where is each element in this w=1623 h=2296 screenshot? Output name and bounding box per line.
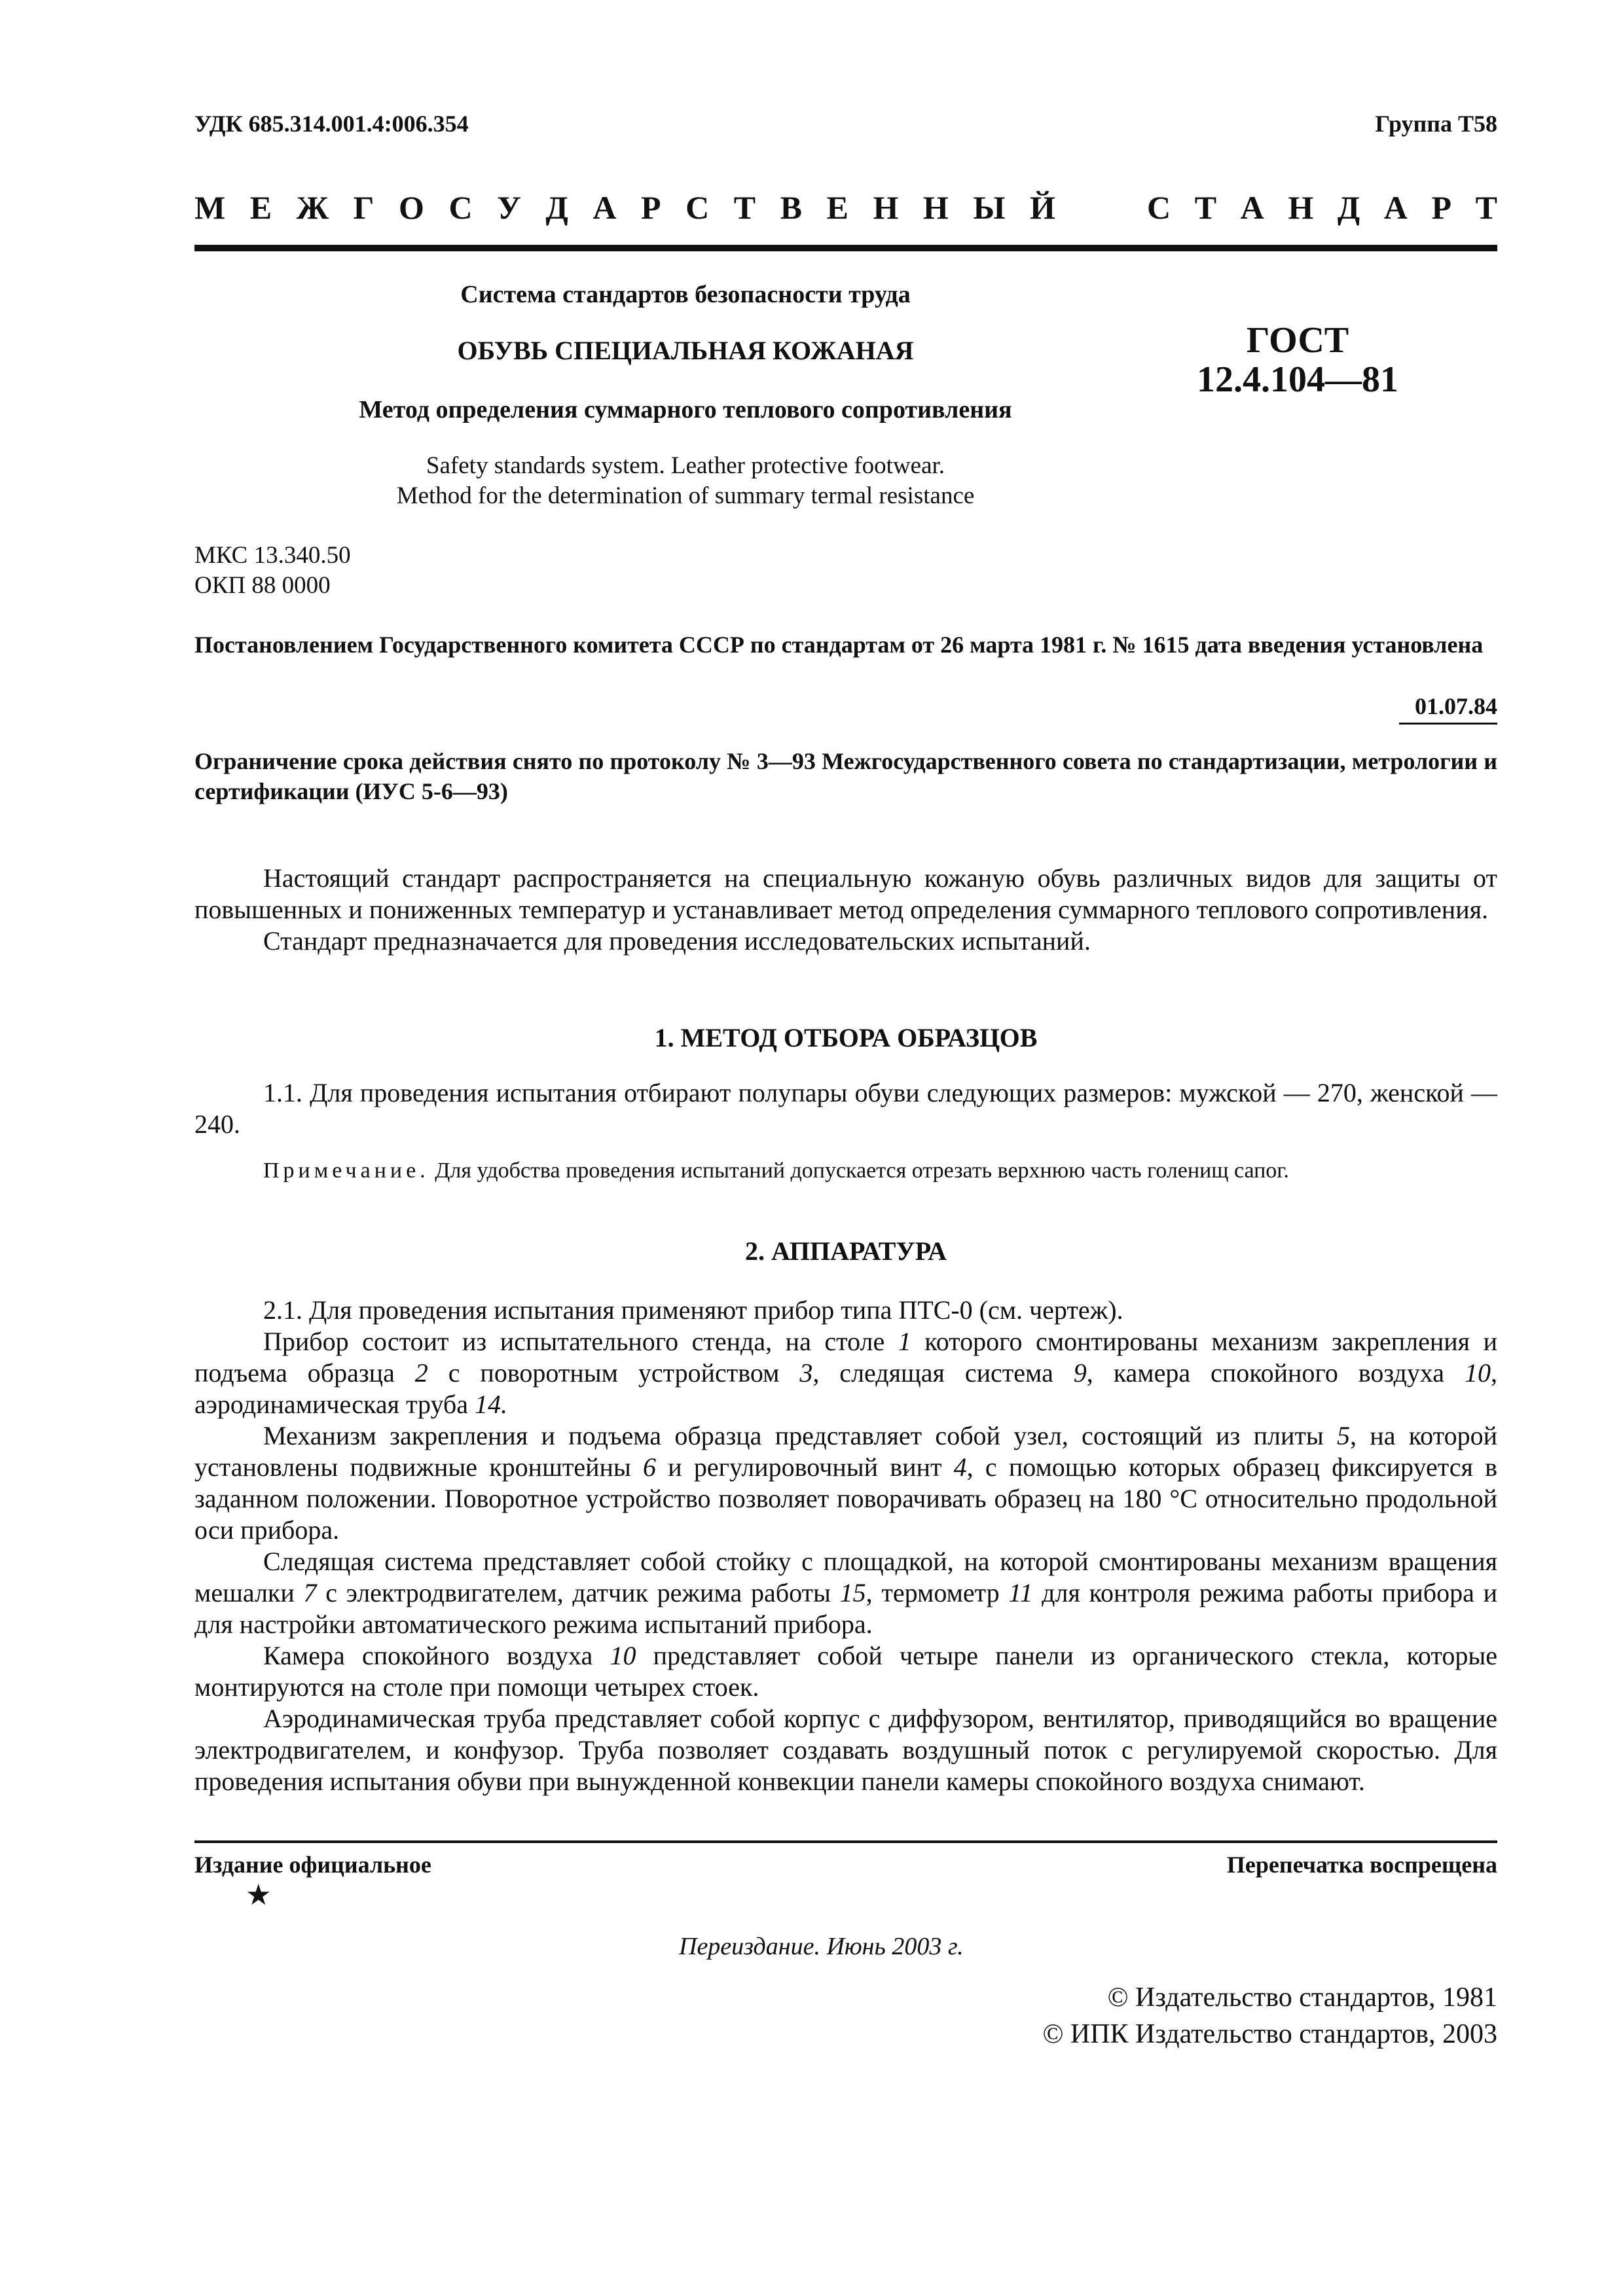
paragraph	[194, 1326, 1497, 1420]
ref-number: 1	[898, 1327, 911, 1356]
banner-letter: Т	[1475, 189, 1497, 226]
banner-letter: Й	[1030, 189, 1055, 226]
limitation-text: Ограничение срока действия снято по протоколу № 3—93 Межгосударственного совета по стандартизации, метрологии и сертификации (ИУС 5-6—93)	[194, 748, 1497, 804]
okp-code: ОКП 88 0000	[194, 572, 331, 599]
banner-letter: Т	[733, 189, 756, 226]
text-run: с поворотным устройством	[428, 1358, 800, 1388]
ref-number: 5	[1337, 1421, 1350, 1450]
copyright-2003: © ИПК Издательство стандартов, 2003	[1042, 2019, 1497, 2049]
banner-letter: Д	[545, 189, 568, 226]
text-run: , термометр	[866, 1578, 1009, 1607]
paragraph: 1.1. Для проведения испытания отбирают полупары обуви следующих размеров: мужской — 270, женской — 240.	[194, 1078, 1497, 1139]
introduction-date: 01.07.84	[1415, 693, 1497, 719]
standard-system: Система стандартов безопасности труда	[460, 281, 911, 308]
document-subtitle: Метод определения суммарного теплового сопротивления	[359, 396, 1012, 423]
mks-code: МКС 13.340.50	[194, 542, 351, 569]
paragraph	[194, 1546, 1497, 1640]
section1-body	[194, 1077, 1497, 1140]
section-heading: 1. МЕТОД ОТБОРА ОБРАЗЦОВ	[654, 1023, 1038, 1052]
ref-number: 15	[839, 1578, 866, 1607]
banner-letter: А	[1383, 189, 1408, 226]
banner-letter: А	[593, 189, 617, 226]
copyright-1981: © Издательство стандартов, 1981	[1107, 1982, 1497, 2013]
banner-letter: Е	[249, 189, 272, 226]
banner-letter: А	[1240, 189, 1264, 226]
gost-number: 12.4.104—81	[1197, 359, 1398, 400]
reedition-note: Переиздание. Июнь 2003 г.	[679, 1933, 964, 1960]
banner-letter: У	[497, 189, 521, 226]
text-run: с электродвигателем, датчик режима работы	[316, 1578, 840, 1607]
banner-letter: Р	[640, 189, 661, 226]
note	[194, 1157, 1497, 1185]
banner-letter: О	[399, 189, 424, 226]
ref-number: 14.	[475, 1390, 508, 1419]
paragraph: Аэродинамическая труба представляет собой корпус с диффузором, вентилятор, приводящийся во вращение электродвигателем, и конфузор. Труба позволяет создавать воздушный поток с регулируемой скоростью. Для проведения испытания обуви при вынужденной конвекции панели камеры спокойного воздуха снимают.	[194, 1704, 1497, 1796]
text-run: которого смонтированы механизм закрепления и подъема образца	[194, 1327, 1497, 1388]
ref-number: 10	[1464, 1358, 1491, 1388]
text-run: , на которой установлены подвижные кронштейны	[194, 1421, 1497, 1482]
text-run: , аэродинамическая труба	[194, 1358, 1497, 1419]
ref-number: 4	[953, 1452, 967, 1482]
banner-letter: Г	[353, 189, 374, 226]
text-run: и регулировочный винт	[656, 1452, 954, 1482]
banner-letter: В	[780, 189, 802, 226]
ref-number: 7	[303, 1578, 317, 1607]
section-heading: 2. АППАРАТУРА	[745, 1236, 947, 1266]
note-label: Примечание.	[263, 1158, 429, 1183]
ref-number: 6	[643, 1452, 657, 1482]
banner-letter: Н	[922, 189, 949, 226]
ref-number: 3	[799, 1358, 813, 1388]
banner-letter: Н	[1288, 189, 1314, 226]
text-run: Прибор состоит из испытательного стенда, на столе	[263, 1327, 898, 1356]
banner-letter: С	[448, 189, 473, 226]
decree-text: Постановлением Государственного комитета СССР по стандартам от 26 марта 1981 г. № 1615 дата введения установлена	[194, 632, 1484, 658]
text-run: представляет собой четыре панели из органического стекла, которые монтируются на столе при помощи четырех стоек.	[194, 1641, 1497, 1702]
classification-codes	[194, 541, 351, 601]
group-code: Группа Т58	[1375, 111, 1497, 137]
banner-letter: Ы	[973, 189, 1006, 226]
banner-letter: С	[685, 189, 710, 226]
text-run: для контроля режима работы прибора и для настройки автоматического режима испытаний прибора.	[194, 1578, 1497, 1639]
text-run: Механизм закрепления и подъема образца представляет собой узел, состоящий из плиты	[263, 1421, 1337, 1450]
intro-paragraph: Настоящий стандарт распространяется на специальную кожаную обувь различных видов для защиты от повышенных и пониженных температур и устанавливает метод определения суммарного теплового сопротивления.	[194, 863, 1497, 924]
banner-letter: Р	[1431, 189, 1452, 226]
note-paragraph	[194, 1157, 1497, 1185]
date-underline	[1399, 723, 1497, 725]
document-title: ОБУВЬ СПЕЦИАЛЬНАЯ КОЖАНАЯ	[457, 336, 914, 365]
text-run: , с помощью которых образец фиксируется в заданном положении. Поворотное устройство позволяет поворачивать образец на 180 °С относительно продольной оси прибора.	[194, 1452, 1497, 1545]
gost-label: ГОСТ	[1246, 320, 1349, 361]
paragraph	[194, 1420, 1497, 1546]
star-icon: ★	[246, 1879, 272, 1911]
banner-letter: Н	[873, 189, 899, 226]
document-page	[194, 0, 1497, 2296]
header-divider	[194, 245, 1497, 251]
ref-number: 10	[610, 1641, 636, 1670]
text-run: , следящая система	[812, 1358, 1074, 1388]
banner-letter: Д	[1337, 189, 1360, 226]
banner-word-interstate	[194, 188, 1055, 226]
intro-paragraph: Стандарт предназначается для проведения исследовательских испытаний.	[263, 926, 1091, 956]
text-run: Камера спокойного воздуха	[263, 1641, 610, 1670]
text-run: Следящая система представляет собой стойку с площадкой, на которой смонтированы механизм вращения мешалки	[194, 1547, 1497, 1607]
paragraph: 2.1. Для проведения испытания применяют прибор типа ПТС-0 (см. чертеж).	[263, 1295, 1123, 1325]
ref-number: 11	[1008, 1578, 1033, 1607]
footer-divider	[194, 1840, 1497, 1843]
banner-letter: С	[1147, 189, 1171, 226]
udk-code: УДК 685.314.001.4:006.354	[194, 111, 469, 137]
text-run: , камера спокойного воздуха	[1086, 1358, 1465, 1388]
intro-section	[194, 863, 1497, 957]
ref-number: 9	[1073, 1358, 1087, 1388]
banner-letter: Т	[1194, 189, 1217, 226]
banner-word-standard	[1147, 188, 1497, 226]
note-text: Для удобства проведения испытаний допускается отрезать верхнюю часть голенищ сапог.	[429, 1158, 1289, 1183]
banner-letter: Ж	[296, 189, 329, 226]
reprint-prohibited: Перепечатка воспрещена	[1226, 1852, 1497, 1878]
english-title-line2: Method for the determination of summary termal resistance	[396, 482, 975, 509]
official-edition: Издание официальное	[194, 1852, 431, 1878]
banner-letter: Е	[826, 189, 848, 226]
english-title-line1: Safety standards system. Leather protective footwear.	[426, 452, 945, 479]
banner-letter: М	[194, 189, 226, 226]
section2-body	[194, 1295, 1497, 1797]
ref-number: 2	[414, 1358, 428, 1388]
paragraph	[194, 1640, 1497, 1703]
